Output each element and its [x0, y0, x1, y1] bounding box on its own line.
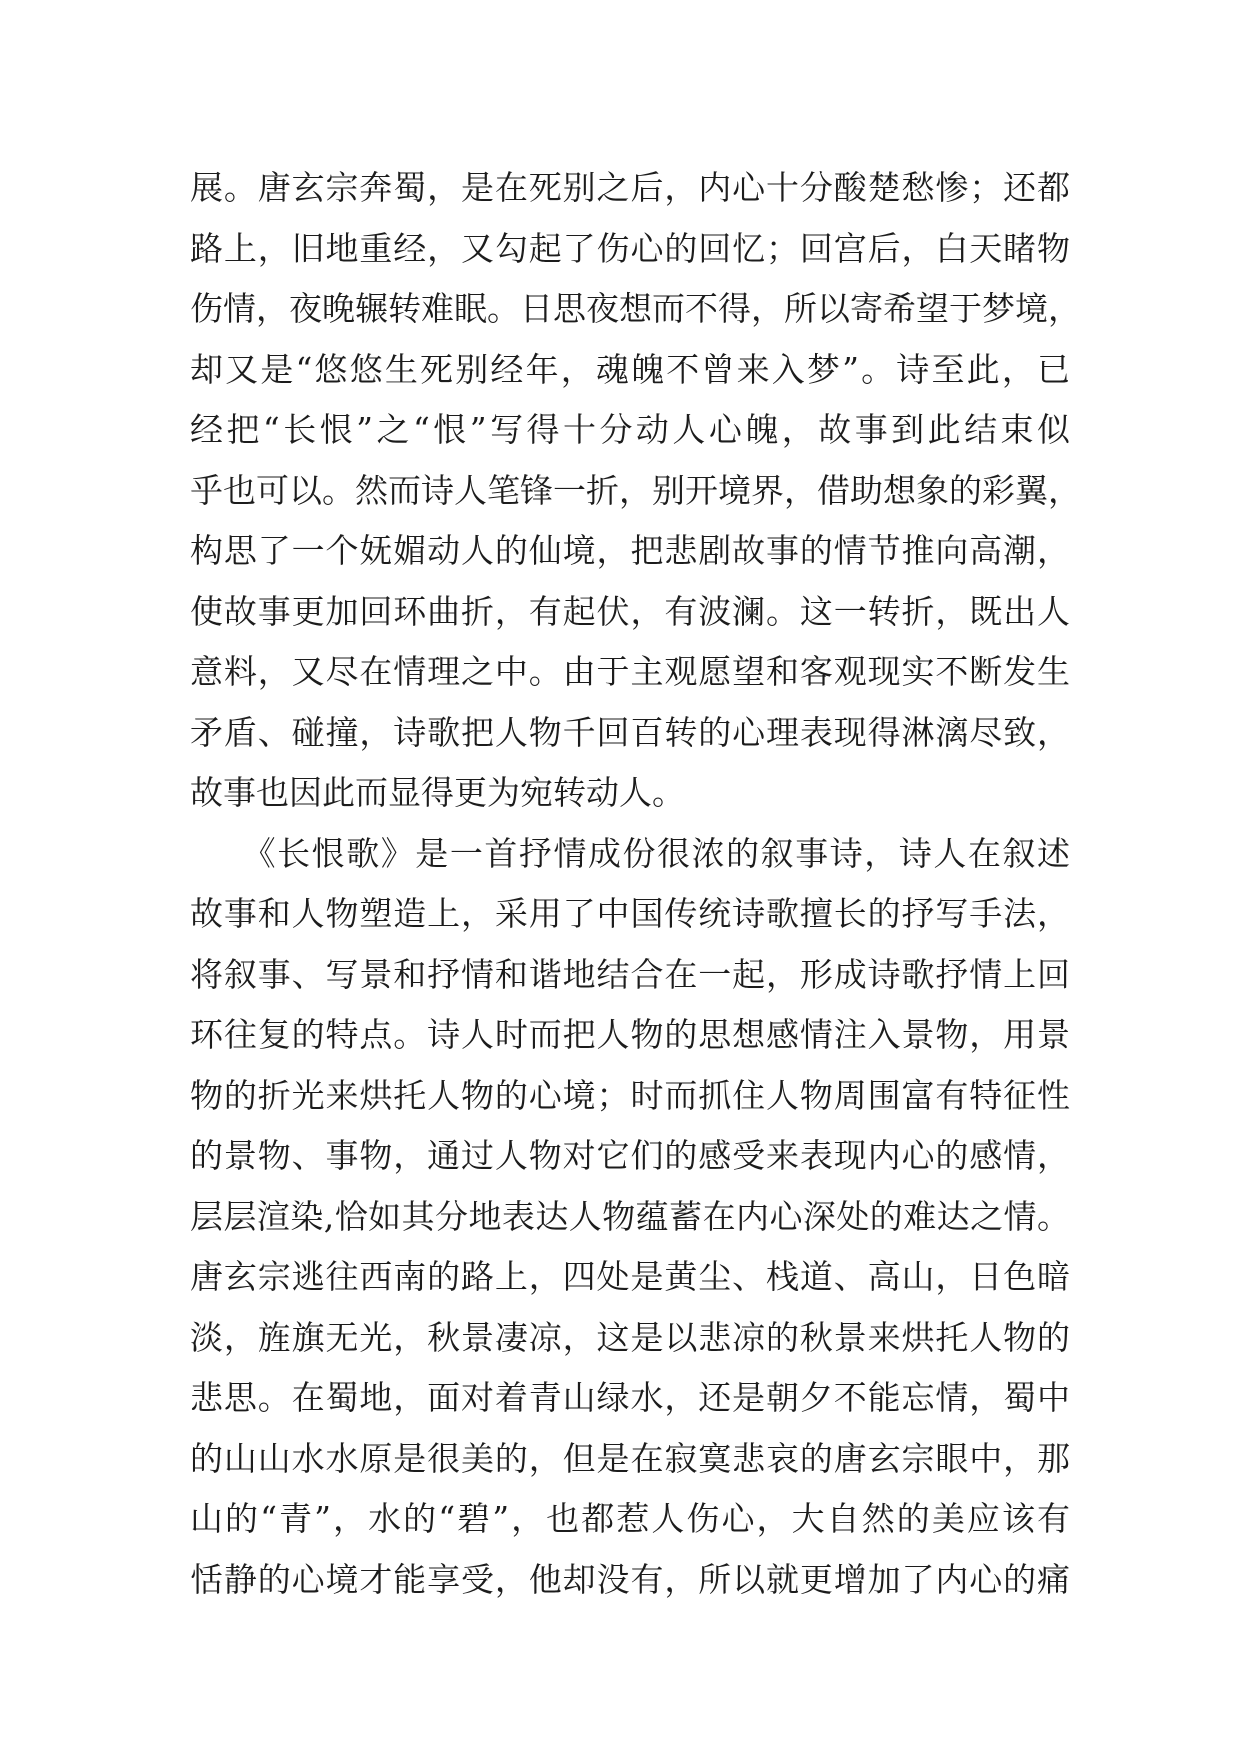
text-line: 却又是“悠悠生死别经年，魂魄不曾来入梦”。诗至此，已	[190, 349, 1070, 389]
text-line: 乎也可以。然而诗人笔锋一折，别开境界，借助想象的彩翼，	[190, 470, 1081, 510]
text-line: 山的“青”，水的“碧”，也都惹人伤心，大自然的美应该有	[190, 1499, 1070, 1538]
text-line: 环往复的特点。诗人时而把人物的思想感情注入景物，用景	[190, 1015, 1070, 1054]
paragraph-start-line: 《长恨歌》是一首抒情成份很浓的叙事诗，诗人在叙述	[190, 833, 1070, 873]
text-line: 使故事更加回环曲折，有起伏，有波澜。这一转折，既出人	[190, 591, 1070, 631]
text-line: 的山山水水原是很美的，但是在寂寞悲哀的唐玄宗眼中，那	[190, 1438, 1070, 1478]
text-line: 伤情，夜晚辗转难眠。日思夜想而不得，所以寄希望于梦境，	[190, 289, 1081, 328]
text-line: 悲思。在蜀地，面对着青山绿水，还是朝夕不能忘情，蜀中	[190, 1378, 1070, 1417]
paragraph-end-line: 故事也因此而显得更为宛转动人。	[190, 773, 685, 812]
text-line: 矛盾、碰撞，诗歌把人物千回百转的心理表现得淋漓尽致，	[190, 712, 1070, 752]
text-line: 意料，又尽在情理之中。由于主观愿望和客观现实不断发生	[190, 652, 1070, 691]
text-line: 物的折光来烘托人物的心境；时而抓住人物周围富有特征性	[190, 1075, 1070, 1115]
text-line: 恬静的心境才能享受，他却没有，所以就更增加了内心的痛	[190, 1559, 1070, 1599]
text-line: 故事和人物塑造上，采用了中国传统诗歌擅长的抒写手法，	[190, 894, 1070, 933]
text-line: 展。唐玄宗奔蜀，是在死别之后，内心十分酸楚愁惨；还都	[190, 168, 1070, 207]
text-line: 唐玄宗逃往西南的路上，四处是黄尘、栈道、高山，日色暗	[190, 1257, 1070, 1296]
body-text	[190, 158, 1081, 1610]
text-line: 路上，旧地重经，又勾起了伤心的回忆；回宫后，白天睹物	[190, 228, 1070, 268]
text-line: 层层渲染,恰如其分地表达人物蕴蓄在内心深处的难达之情。	[190, 1196, 1070, 1236]
text-line: 经把“长恨”之“恨”写得十分动人心魄，故事到此结束似	[190, 410, 1070, 449]
text-line: 淡，旌旗无光，秋景凄凉，这是以悲凉的秋景来烘托人物的	[190, 1317, 1070, 1357]
text-line: 将叙事、写景和抒情和谐地结合在一起，形成诗歌抒情上回	[190, 954, 1070, 994]
text-line: 构思了一个妩媚动人的仙境，把悲剧故事的情节推向高潮，	[190, 531, 1070, 570]
text-line: 的景物、事物，通过人物对它们的感受来表现内心的感情，	[190, 1136, 1070, 1175]
